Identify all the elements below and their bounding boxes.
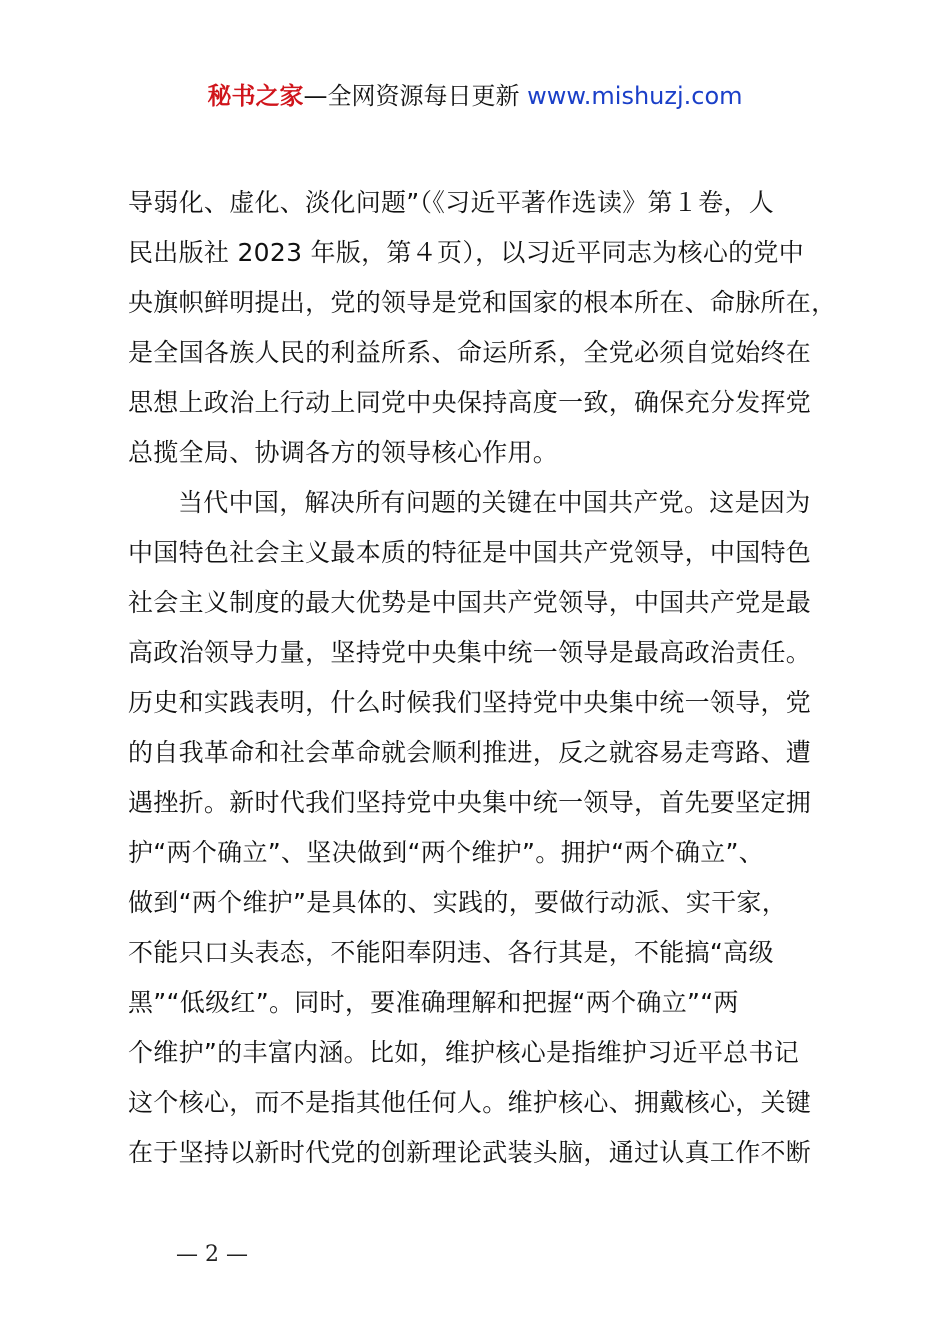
text-line: 民出版社 2023 年版，第４页），以习近平同志为核心的党中 (128, 238, 805, 267)
text-line: 总揽全局、协调各方的领导核心作用。 (128, 438, 559, 467)
text-line: 的自我革命和社会革命就会顺利推进，反之就容易走弯路、遭 (128, 738, 812, 767)
text-line: 做到“两个维护”是具体的、实践的，要做行动派、实干家， (128, 888, 788, 917)
site-header (0, 80, 950, 112)
text-line: 导弱化、虚化、淡化问题”（《习近平著作选读》第１卷，人 (128, 188, 775, 217)
text-line: 黑”“低级红”。同时，要准确理解和把握“两个确立”“两 (128, 988, 739, 1017)
text-line: 个维护”的丰富内涵。比如，维护核心是指维护习近平总书记 (128, 1038, 800, 1067)
site-tagline: —全网资源每日更新 (303, 82, 520, 110)
text-line: 中国特色社会主义最本质的特征是中国共产党领导，中国特色 (128, 538, 812, 567)
site-url-link[interactable]: www.mishuzj.com (527, 82, 743, 110)
paragraph-start-line: 当代中国，解决所有问题的关键在中国共产党。这是因为 (178, 488, 811, 517)
text-line: 历史和实践表明，什么时候我们坚持党中央集中统一领导，党 (128, 688, 812, 717)
text-line: 护“两个确立”、坚决做到“两个维护”。拥护“两个确立”、 (128, 838, 765, 867)
text-line: 遇挫折。新时代我们坚持党中央集中统一领导，首先要坚定拥 (128, 788, 812, 817)
text-line: 是全国各族人民的利益所系、命运所系，全党必须自觉始终在 (128, 338, 812, 367)
text-line: 不能只口头表态，不能阳奉阴违、各行其是，不能搞“高级 (128, 938, 774, 967)
text-line: 央旗帜鲜明提出，党的领导是党和国家的根本所在、命脉所在， (128, 288, 837, 317)
text-line: 这个核心，而不是指其他任何人。维护核心、拥戴核心，关键 (128, 1088, 812, 1117)
document-body (128, 178, 838, 1178)
text-line: 思想上政治上行动上同党中央保持高度一致，确保充分发挥党 (128, 388, 812, 417)
text-line: 社会主义制度的最大优势是中国共产党领导，中国共产党是最 (128, 588, 812, 617)
page-number: — 2 — (176, 1242, 248, 1267)
text-line: 在于坚持以新时代党的创新理论武装头脑，通过认真工作不断 (128, 1138, 812, 1167)
site-brand: 秘书之家 (207, 82, 304, 110)
text-line: 高政治领导力量，坚持党中央集中统一领导是最高政治责任。 (128, 638, 812, 667)
